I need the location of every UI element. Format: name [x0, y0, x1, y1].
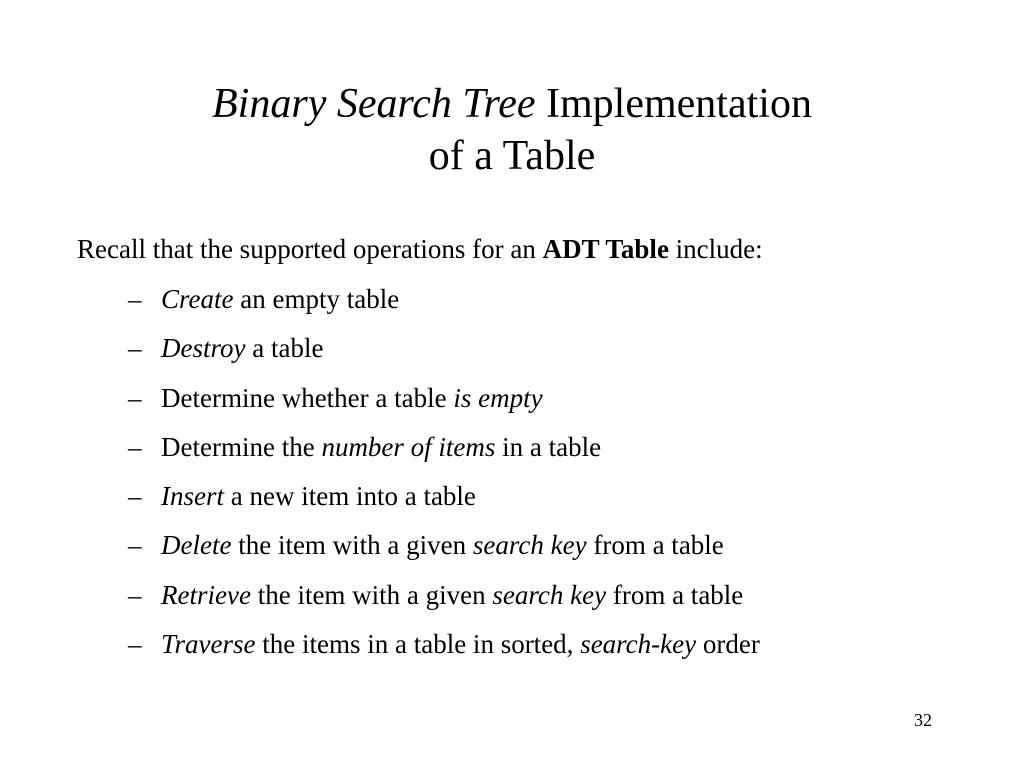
bullet-dash: –	[128, 333, 142, 364]
list-item	[128, 428, 760, 477]
bullet-text	[161, 428, 601, 466]
bullet-keyword: Insert	[161, 481, 224, 512]
bullet-keyword: Delete	[161, 530, 232, 561]
bullet-dash: –	[128, 284, 142, 314]
bullet-dash: –	[128, 579, 142, 610]
bullet-keyword: Traverse	[161, 629, 256, 660]
bullet-text	[161, 280, 399, 318]
list-item	[128, 576, 760, 625]
bullet-text	[161, 379, 543, 417]
intro-after: include:	[668, 234, 763, 264]
list-item	[128, 379, 760, 428]
list-item	[128, 477, 760, 526]
title-line-1	[0, 78, 1024, 130]
bullet-rest-2: from a table	[586, 530, 724, 561]
bullet-dash: –	[128, 382, 142, 413]
bullet-rest-2: from a table	[606, 579, 744, 610]
bullet-text	[161, 576, 743, 614]
bullet-rest: a table	[245, 333, 324, 364]
bullet-pre: Determine whether a table	[161, 382, 454, 413]
bullet-keyword: is empty	[453, 382, 543, 413]
bullet-rest-2: order	[696, 629, 760, 660]
bullet-keyword: Retrieve	[161, 579, 251, 610]
list-item	[128, 329, 760, 378]
bullet-pre: Determine the	[161, 431, 322, 462]
bullet-keyword: Destroy	[161, 333, 246, 364]
bullet-dash: –	[128, 431, 142, 462]
bullet-dash: –	[128, 629, 142, 660]
bullet-rest: an empty table	[233, 284, 400, 314]
bullet-rest: in a table	[495, 431, 602, 462]
bullet-rest: the items in a table in sorted,	[255, 629, 581, 660]
bullet-dash: –	[128, 530, 142, 561]
intro-text	[77, 230, 763, 268]
bullet-keyword-2: search key	[472, 530, 587, 561]
bullet-keyword: number of items	[321, 431, 496, 462]
list-item	[128, 625, 760, 674]
bullet-keyword: Create	[161, 284, 234, 314]
bullet-text	[161, 625, 760, 663]
bullet-rest: the item with a given	[231, 530, 473, 561]
title-rest-part: Implementation	[535, 81, 812, 127]
operations-list	[128, 280, 760, 674]
bullet-keyword-2: search key	[492, 579, 607, 610]
title-line-2: of a Table	[428, 133, 596, 179]
slide-title	[0, 78, 1024, 182]
bullet-dash: –	[128, 481, 142, 512]
page-number: 32	[914, 710, 932, 730]
bullet-text	[161, 526, 724, 564]
list-item	[128, 526, 760, 575]
intro-before: Recall that the supported operations for an	[77, 234, 543, 264]
intro-bold-adt-table: ADT Table	[542, 234, 669, 264]
bullet-rest: a new item into a table	[224, 481, 476, 512]
list-item	[128, 280, 760, 329]
bullet-text	[161, 477, 476, 515]
bullet-text	[161, 329, 323, 367]
title-italic-part: Binary Search Tree	[212, 81, 536, 127]
bullet-rest: the item with a given	[250, 579, 493, 610]
bullet-keyword-2: search-key	[580, 629, 697, 660]
